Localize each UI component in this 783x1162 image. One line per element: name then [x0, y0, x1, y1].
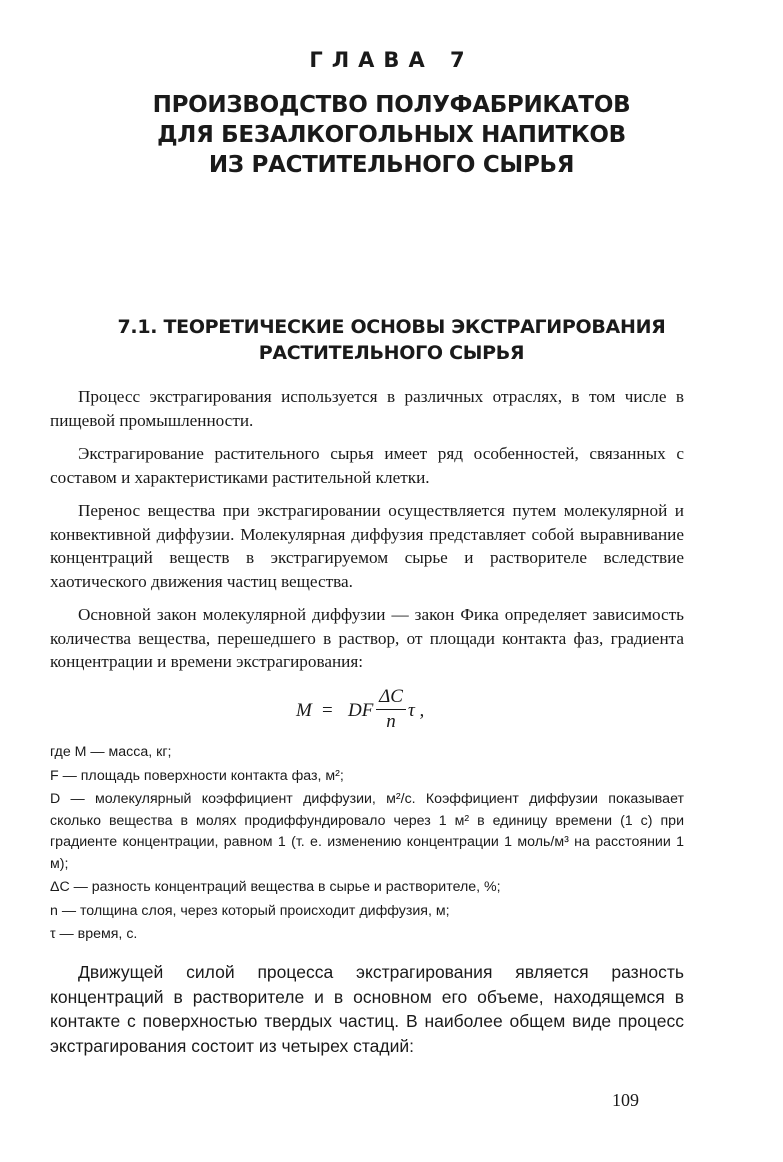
fick-formula — [296, 686, 486, 742]
definition-item: D — молекулярный коэффициент диффузии, м²/с. Коэффициент диффузии показывает сколько вещества в молях продиффундировало через 1 м² в единицу времени (1 с) при градиенте концентрации, равном 1 (т. е. изменению концентрации 1 моль/м³ на расстоянии 1 м); — [50, 791, 684, 872]
formula-lhs: M — [296, 700, 312, 721]
definition-item: τ — время, с. — [50, 926, 138, 942]
definitions-list — [50, 742, 684, 948]
formula-df: DF — [348, 700, 374, 721]
definition-item: ΔC — разность концентраций вещества в сырье и растворителе, %; — [50, 879, 501, 895]
chapter-title-line: ПРОИЗВОДСТВО ПОЛУФАБРИКАТОВ — [152, 92, 631, 118]
closing-text — [50, 960, 684, 1058]
chapter-label: ГЛАВА 7 — [309, 48, 474, 72]
chapter-title-line: ДЛЯ БЕЗАЛКОГОЛЬНЫХ НАПИТКОВ — [157, 122, 626, 148]
formula-numerator: ΔC — [379, 686, 403, 707]
definition-item: где M — масса, кг; — [50, 744, 172, 760]
body-text — [50, 385, 684, 684]
formula-equals: = — [322, 700, 333, 721]
section-title-line: 7.1. ТЕОРЕТИЧЕСКИЕ ОСНОВЫ ЭКСТРАГИРОВАНИЯ — [117, 316, 666, 338]
definition-item: F — площадь поверхности контакта фаз, м²; — [50, 767, 344, 784]
paragraph: Основной закон молекулярной диффузии — закон Фика определяет зависимость количества вещества, перешедшего в раствор, от площади контакта фаз, градиента концентрации и времени экстрагирования: — [50, 605, 684, 671]
paragraph: Экстрагирование растительного сырья имеет ряд особенностей, связанных с составом и характеристиками растительной клетки. — [50, 444, 684, 487]
chapter-title-line: ИЗ РАСТИТЕЛЬНОГО СЫРЬЯ — [208, 152, 575, 178]
fraction-bar — [376, 709, 406, 710]
formula-fraction — [376, 686, 406, 733]
section-title — [60, 314, 723, 366]
definition-item: n — толщина слоя, через который происходит диффузия, м; — [50, 902, 450, 919]
paragraph: Движущей силой процесса экстрагирования является разность концентраций в растворителе и в основном его объеме, находящемся в контакте с поверхностью твердых частиц. В наиболее общем виде процесс экстрагирования состоит из четырех стадий: — [50, 962, 684, 1056]
chapter-title — [60, 90, 723, 180]
page-number: 109 — [612, 1090, 639, 1110]
formula-denominator: n — [386, 711, 396, 732]
paragraph: Процесс экстрагирования используется в различных отраслях, в том числе в пищевой промышленности. — [50, 387, 684, 430]
paragraph: Перенос вещества при экстрагировании осуществляется путем молекулярной и конвективной диффузии. Молекулярная диффузия представляет собой выравнивание концентраций веществ в экстрагируемом сырье и растворителе вследствие хаотического движения частиц вещества. — [50, 501, 684, 591]
section-title-line: РАСТИТЕЛЬНОГО СЫРЬЯ — [258, 342, 525, 364]
formula-tail: τ , — [408, 700, 425, 721]
